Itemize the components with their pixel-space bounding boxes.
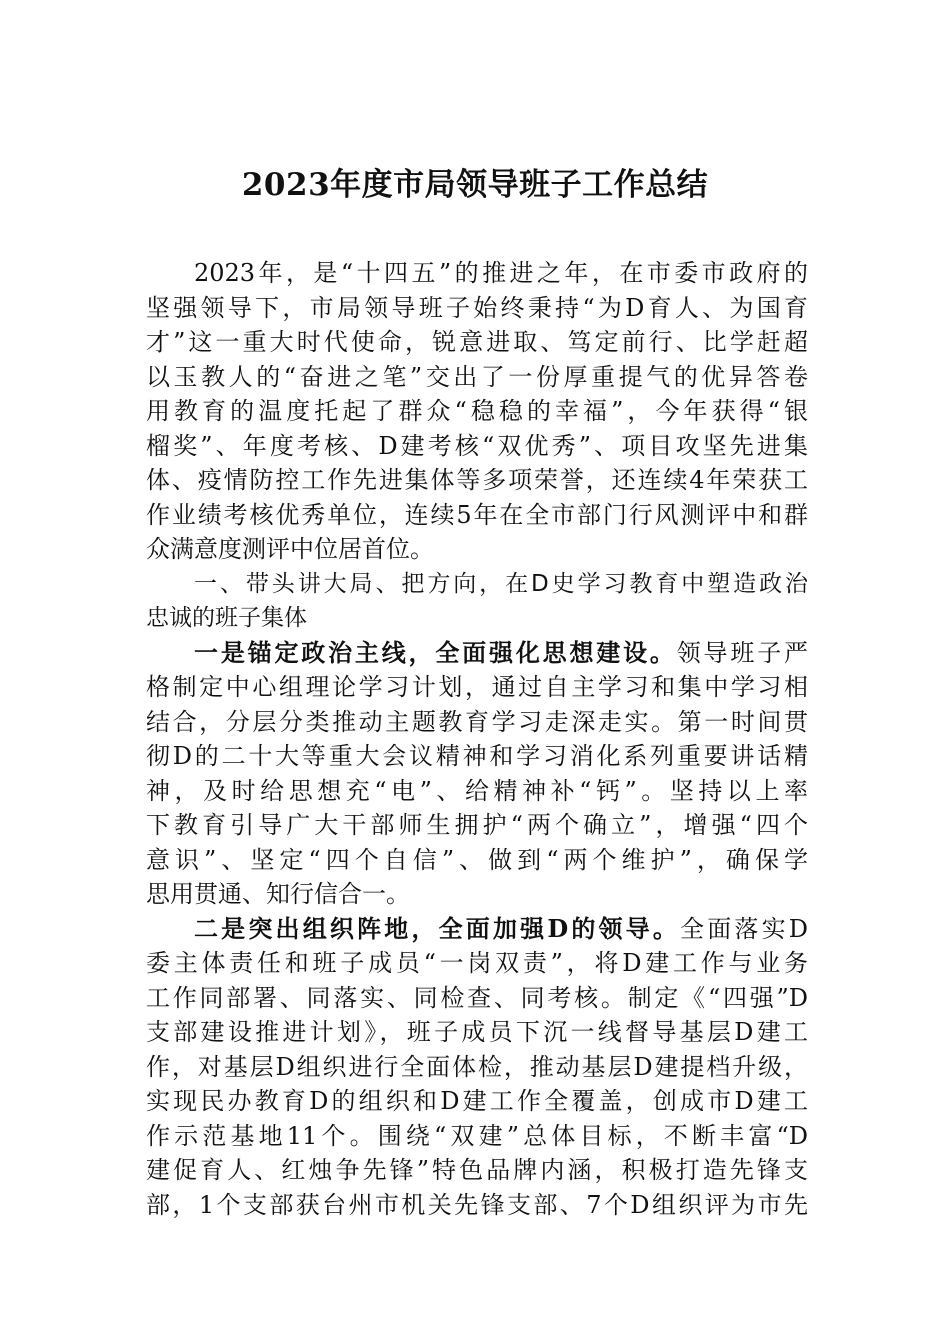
paragraph-line: 用教育的温度托起了群众“稳稳的幸福”，今年获得“银 — [146, 397, 808, 425]
paragraph-line — [146, 912, 808, 947]
section-heading — [146, 567, 808, 636]
paragraph-line: 结合，分层分类推动主题教育学习走深走实。第一时间贯 — [146, 707, 808, 736]
paragraph-line: 作，对基层D组织进行全面体检，推动基层D建提档升级， — [146, 1052, 808, 1081]
item-two-paragraph — [146, 912, 808, 1223]
paragraph-line: 神，及时给思想充“电”、给精神补“钙”。坚持以上率 — [146, 776, 808, 805]
paragraph-line: 作业绩考核优秀单位，连续5年在全市部门行风测评中和群 — [146, 500, 808, 529]
document-title: 2023年度市局领导班子工作总结 — [241, 167, 709, 203]
paragraph-line: 众满意度测评中位居首位。 — [146, 535, 434, 563]
document-body — [146, 256, 808, 1222]
paragraph-line: 下教育引导广大干部师生拥护“两个确立”，增强“四个 — [146, 811, 808, 839]
section-heading-line: 忠诚的班子集体 — [146, 605, 307, 631]
item-lead-text: 二是突出组织阵地，全面加强D的领导。 — [194, 913, 681, 943]
item-lead-text: 一是锚定政治主线，全面强化思想建设。 — [194, 637, 677, 667]
paragraph-line: 体、疫情防控工作先进集体等多项荣誉，还连续4年荣获工 — [146, 466, 808, 494]
paragraph-line: 支部建设推进计划》，班子成员下沉一线督导基层D建工 — [146, 1018, 808, 1046]
item-lead-rest: 全面落实D — [680, 914, 808, 943]
item-lead-rest: 领导班子严 — [676, 638, 808, 667]
intro-paragraph — [146, 256, 808, 567]
paragraph-line: 坚强领导下，市局领导班子始终秉持“为D育人、为国育 — [146, 293, 808, 322]
paragraph-line: 建促育人、红烛争先锋”特色品牌内涵，积极打造先锋支 — [146, 1156, 808, 1184]
paragraph-line: 工作同部署、同落实、同检查、同考核。制定《“四强”D — [146, 983, 808, 1012]
paragraph-line: 部，1个支部获台州市机关先锋支部、7个D组织评为市先 — [146, 1190, 808, 1219]
paragraph-line: 作示范基地11个。围绕“双建”总体目标，不断丰富“D — [146, 1121, 808, 1150]
paragraph-line: 以玉教人的“奋进之笔”交出了一份厚重提气的优异答卷 — [146, 362, 808, 391]
paragraph-line: 才”这一重大时代使命，锐意进取、笃定前行、比学赶超 — [146, 328, 808, 356]
paragraph-line: 榴奖”、年度考核、D建考核“双优秀”、项目攻坚先进集 — [146, 431, 808, 460]
paragraph-line: 格制定中心组理论学习计划，通过自主学习和集中学习相 — [146, 673, 808, 701]
paragraph-line: 实现民办教育D的组织和D建工作全覆盖，创成市D建工 — [146, 1087, 808, 1115]
paragraph-line: 意识”、坚定“四个自信”、做到“两个维护”，确保学 — [146, 845, 808, 874]
item-one-paragraph — [146, 636, 808, 912]
paragraph-line — [146, 636, 808, 671]
paragraph-line: 委主体责任和班子成员“一岗双责”，将D建工作与业务 — [146, 949, 808, 977]
paragraph-line: 思用贯通、知行信合一。 — [146, 880, 410, 908]
paragraph-line: 彻D的二十大等重大会议精神和学习消化系列重要讲话精 — [146, 742, 808, 770]
section-heading-line: 一、带头讲大局、把方向，在D史学习教育中塑造政治 — [194, 570, 808, 597]
paragraph-line: 2023年，是“十四五”的推进之年，在市委市政府的 — [194, 259, 808, 287]
